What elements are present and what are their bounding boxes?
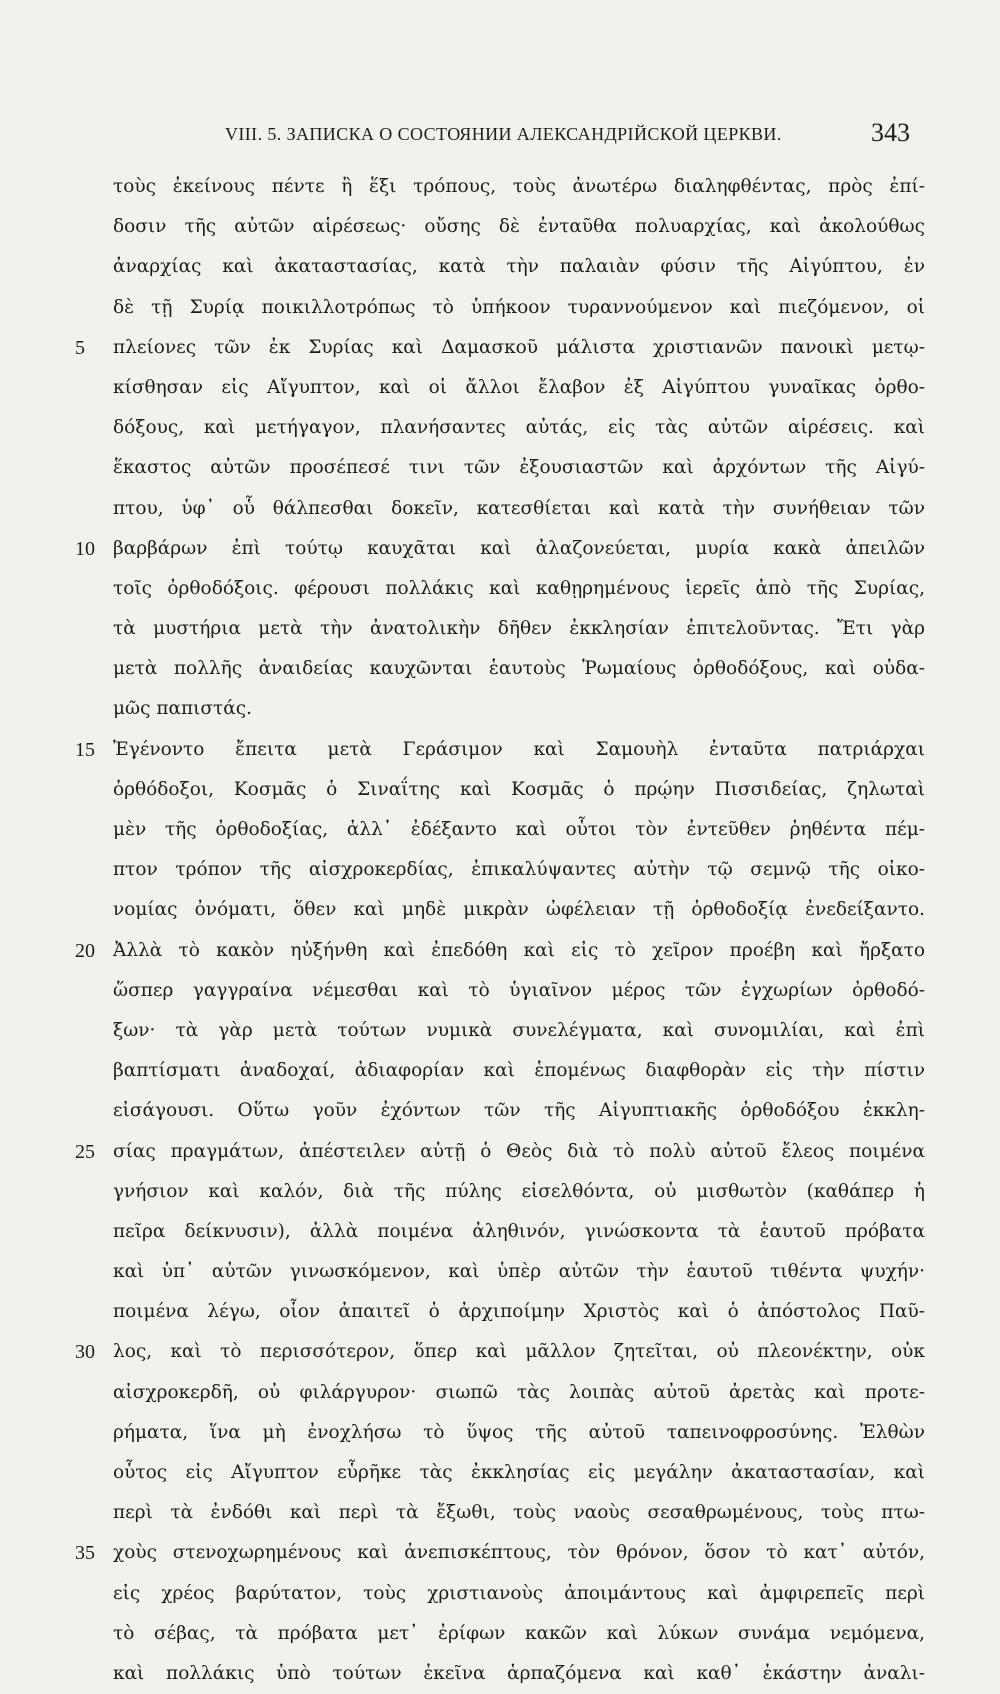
text-line bbox=[75, 689, 925, 729]
text-line bbox=[75, 730, 925, 770]
line-text: μῶς παπιστάς. bbox=[113, 698, 253, 720]
text-line bbox=[75, 1091, 925, 1131]
line-text: γνήσιον καὶ καλόν, διὰ τῆς πύλης εἰσελθόντα, οὐ μισθωτὸν (καθάπερ ἡ bbox=[113, 1180, 925, 1202]
line-text: λος, καὶ τὸ περισσότερον, ὅπερ καὶ μᾶλλον ζητεῖται, οὐ πλεονέκτην, οὐκ bbox=[113, 1341, 925, 1363]
line-text: νομίας ὀνόματι, ὅθεν καὶ μηδὲ μικρὰν ὠφέλειαν τῇ ὀρθοδοξίᾳ ἐνεδείξαντο. bbox=[113, 899, 925, 921]
line-number: 20 bbox=[75, 939, 95, 962]
text-line bbox=[75, 649, 925, 689]
text-line bbox=[75, 1011, 925, 1051]
line-text: ἕκαστος αὐτῶν προσέπεσέ τινι τῶν ἐξουσιαστῶν καὶ ἀρχόντων τῆς Αἰγύ- bbox=[113, 457, 925, 479]
text-line bbox=[75, 1332, 925, 1372]
text-line bbox=[75, 1252, 925, 1292]
line-text: μὲν τῆς ὀρθοδοξίας, ἀλλ᾽ ἐδέξαντο καὶ οὗτοι τὸν ἐντεῦθεν ῥηθέντα πέμ- bbox=[113, 819, 925, 840]
text-line bbox=[75, 1614, 925, 1654]
text-line bbox=[75, 810, 925, 850]
line-text: καὶ ὑπ᾽ αὐτῶν γινωσκόμενον, καὶ ὑπὲρ αὐτῶν τὴν ἑαυτοῦ τιθέντα ψυχήν· bbox=[113, 1261, 925, 1283]
line-text: ξων· τὰ γὰρ μετὰ τούτων νυμικὰ συνελέγματα, καὶ συνομιλίαι, καὶ ἐπὶ bbox=[113, 1019, 925, 1041]
text-line bbox=[75, 1413, 925, 1453]
line-text: καὶ πολλάκις ὑπὸ τούτων ἐκεῖνα ἁρπαζόμενα καὶ καθ᾽ ἑκάστην ἀναλι- bbox=[113, 1662, 925, 1684]
text-line bbox=[75, 1172, 925, 1212]
page-number: 343 bbox=[871, 118, 910, 147]
text-line bbox=[75, 850, 925, 890]
line-text: δὲ τῇ Συρίᾳ ποικιλλοτρόπως τὸ ὑπήκοον τυραννούμενον καὶ πιεζόμενον, οἱ bbox=[113, 296, 925, 318]
line-text: περὶ τὰ ἐνδόθι καὶ περὶ τὰ ἔξωθι, τοὺς ναοὺς σεσαθρωμένους, τοὺς πτω- bbox=[113, 1502, 925, 1524]
text-line bbox=[75, 247, 925, 287]
line-text: δόξους, καὶ μετήγαγον, πλανήσαντες αὐτάς, εἰς τὰς αὐτῶν αἱρέσεις. καὶ bbox=[113, 417, 925, 439]
line-text: ὥσπερ γαγγραίνα νέμεσθαι καὶ τὸ ὑγιαῖνον μέρος τῶν ἐγχωρίων ὀρθοδό- bbox=[113, 979, 925, 1001]
line-text: οὗτος εἰς Αἴγυπτον εὗρῆκε τὰς ἐκκλησίας εἰς μεγάλην ἀκαταστασίαν, καὶ bbox=[113, 1462, 925, 1483]
line-text: μετὰ πολλῆς ἀναιδείας καυχῶνται ἑαυτοὺς Ῥωμαίους ὀρθοδόξους, καὶ οὐδα- bbox=[113, 658, 925, 680]
text-line bbox=[75, 1373, 925, 1413]
text-line bbox=[75, 167, 925, 207]
line-text: ρήματα, ἵνα μὴ ἐνοχλήσω τὸ ὕψος τῆς αὐτοῦ ταπεινοφροσύνης. Ἐλθὼν bbox=[113, 1421, 925, 1443]
line-text: δοσιν τῆς αὐτῶν αἱρέσεως· οὔσης δὲ ἐνταῦθα πολυαρχίας, καὶ ἀκολούθως bbox=[113, 216, 925, 238]
line-text: τὸ σέβας, τὰ πρόβατα μετ᾽ ἐρίφων κακῶν καὶ λύκων συνάμα νεμόμενα, bbox=[113, 1622, 925, 1644]
text-line bbox=[75, 890, 925, 930]
text-line bbox=[75, 448, 925, 488]
text-line bbox=[75, 569, 925, 609]
line-text: πτον τρόπον τῆς αἰσχροκερδίας, ἐπικαλύψαντες αὐτὴν τῷ σεμνῷ τῆς οἰκο- bbox=[113, 859, 925, 881]
page-header bbox=[225, 118, 910, 158]
text-line bbox=[75, 609, 925, 649]
line-text: εἰς χρέος βαρύτατον, τοὺς χριστιανοὺς ἀποιμάντους καὶ ἀμφιρεπεῖς περὶ bbox=[113, 1582, 925, 1604]
line-number: 35 bbox=[75, 1542, 95, 1565]
line-text: ἀναρχίας καὶ ἀκαταστασίας, κατὰ τὴν παλαιὰν φύσιν τῆς Αἰγύπτου, ἐν bbox=[113, 256, 925, 278]
text-line bbox=[75, 1493, 925, 1533]
text-line bbox=[75, 288, 925, 328]
text-line bbox=[75, 1132, 925, 1172]
line-text: ποιμένα λέγω, οἷον ἀπαιτεῖ ὁ ἀρχιποίμην Χριστὸς καὶ ὁ ἀπόστολος Παῦ- bbox=[113, 1301, 925, 1323]
line-text: βαρβάρων ἐπὶ τούτῳ καυχᾶται καὶ ἀλαζονεύεται, μυρία κακὰ ἀπειλῶν bbox=[113, 537, 925, 559]
text-line bbox=[75, 931, 925, 971]
line-text: τοῖς ὀρθοδόξοις. φέρουσι πολλάκις καὶ καθῃρημένους ἱερεῖς ἀπὸ τῆς Συρίας, bbox=[113, 577, 925, 599]
text-line bbox=[75, 207, 925, 247]
line-text: πτου, ὑφ᾽ οὗ θάλπεσθαι δοκεῖν, κατεσθίεται καὶ κατὰ τὴν συνήθειαν τῶν bbox=[113, 497, 925, 519]
line-text: Ἀλλὰ τὸ κακὸν ηὐξήνθη καὶ ἐπεδόθη καὶ εἰς τὸ χεῖρον προέβη καὶ ἤρξατο bbox=[113, 939, 925, 961]
line-text: Ἐγένοντο ἔπειτα μετὰ Γεράσιμον καὶ Σαμουὴλ ἐνταῦτα πατριάρχαι bbox=[113, 738, 925, 760]
line-text: χοὺς στενοχωρημένους καὶ ἀνεπισκέπτους, τὸν θρόνον, ὅσον τὸ κατ᾽ αὐτόν, bbox=[113, 1542, 925, 1564]
line-number: 30 bbox=[75, 1341, 95, 1364]
text-line bbox=[75, 489, 925, 529]
body-text bbox=[75, 167, 925, 1694]
text-line bbox=[75, 328, 925, 368]
text-line bbox=[75, 1212, 925, 1252]
text-line bbox=[75, 529, 925, 569]
line-text: βαπτίσματι ἀναδοχαί, ἀδιαφορίαν καὶ ἑπομένως διαφθορὰν εἰς τὴν πίστιν bbox=[113, 1060, 925, 1082]
text-line bbox=[75, 368, 925, 408]
text-line bbox=[75, 1574, 925, 1614]
line-text: τὰ μυστήρια μετὰ τὴν ἀνατολικὴν δῆθεν ἐκκλησίαν ἐπιτελοῦντας. Ἔτι γὰρ bbox=[113, 618, 925, 640]
text-line bbox=[75, 1453, 925, 1493]
line-number: 15 bbox=[75, 738, 95, 761]
line-text: τοὺς ἐκείνους πέντε ἢ ἕξι τρόπους, τοὺς ἀνωτέρω διαληφθέντας, πρὸς ἐπί- bbox=[113, 176, 925, 197]
line-text: πλείονες τῶν ἐκ Συρίας καὶ Δαμασκοῦ μάλιστα χριστιανῶν πανοικὶ μετῳ- bbox=[113, 336, 925, 358]
line-number: 5 bbox=[75, 336, 85, 359]
line-text: κίσθησαν εἰς Αἴγυπτον, καὶ οἱ ἄλλοι ἔλαβον ἐξ Αἰγύπτου γυναῖκας ὀρθο- bbox=[113, 376, 925, 398]
text-line bbox=[75, 1051, 925, 1091]
text-line bbox=[75, 1533, 925, 1573]
running-head: VIII. 5. ЗАПИСКА О СОСТОЯНИИ АЛЕКСАНДРІЙСКОЙ ЦЕРКВИ. bbox=[225, 124, 782, 144]
text-line bbox=[75, 408, 925, 448]
text-line bbox=[75, 1292, 925, 1332]
line-number: 10 bbox=[75, 537, 95, 560]
text-line bbox=[75, 971, 925, 1011]
line-text: αἰσχροκερδῆ, οὐ φιλάργυρον· σιωπῶ τὰς λοιπὰς αὐτοῦ ἀρετὰς καὶ προτε- bbox=[113, 1381, 925, 1403]
line-text: εἰσάγουσι. Οὕτω γοῦν ἐχόντων τῶν τῆς Αἰγυπτιακῆς ὀρθοδόξου ἐκκλη- bbox=[113, 1100, 925, 1122]
line-text: σίας πραγμάτων, ἀπέστειλεν αὐτῇ ὁ Θεὸς διὰ τὸ πολὺ αὐτοῦ ἔλεος ποιμένα bbox=[113, 1140, 925, 1162]
line-text: πεῖρα δείκνυσιν), ἀλλὰ ποιμένα ἀληθινόν, γινώσκοντα τὰ ἑαυτοῦ πρόβατα bbox=[113, 1220, 925, 1242]
line-text: ὀρθόδοξοι, Κοσμᾶς ὁ Σιναΐτης καὶ Κοσμᾶς ὁ πρῴην Πισσιδείας, ζηλωταὶ bbox=[113, 778, 925, 800]
text-line bbox=[75, 770, 925, 810]
text-line bbox=[75, 1654, 925, 1694]
line-number: 25 bbox=[75, 1140, 95, 1163]
